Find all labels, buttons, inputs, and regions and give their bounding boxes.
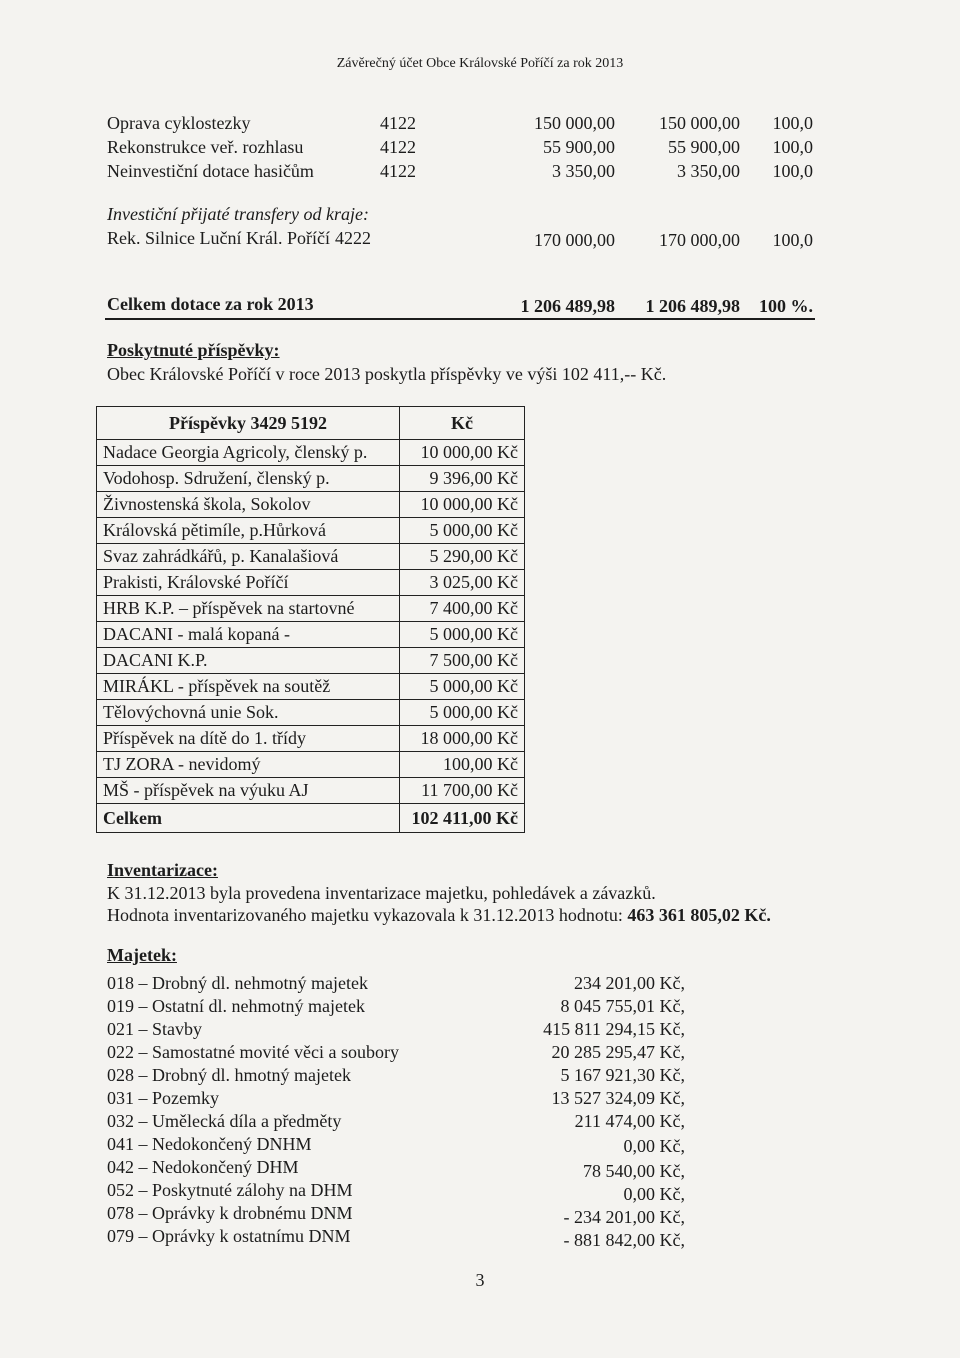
row-value: 10 000,00 Kč <box>400 492 525 518</box>
total-dotace-pct: 100 %. <box>759 296 813 316</box>
dotace-row-a-0: 150 000,00 <box>534 113 615 133</box>
dotace-row-name-0: Oprava cyklostezky <box>107 113 251 133</box>
table-row <box>97 440 525 466</box>
majetek-item-value: 0,00 Kč, <box>623 1136 685 1156</box>
dotace-row-b-2: 3 350,00 <box>677 161 740 181</box>
majetek-heading: Majetek: <box>107 945 177 965</box>
majetek-item-name: 079 – Oprávky k ostatnímu DNM <box>107 1226 351 1246</box>
page-number: 3 <box>475 1270 485 1290</box>
majetek-item-value: 78 540,00 Kč, <box>583 1161 685 1181</box>
table-row <box>97 466 525 492</box>
row-value: 5 290,00 Kč <box>400 544 525 570</box>
dotace-row-code-0: 4122 <box>380 113 416 133</box>
majetek-item-value: - 881 842,00 Kč, <box>563 1230 685 1250</box>
total-dotace-b: 1 206 489,98 <box>645 296 740 316</box>
table-header-row <box>97 407 525 440</box>
row-value: 9 396,00 Kč <box>400 466 525 492</box>
total-dotace-label: Celkem dotace za rok 2013 <box>107 294 314 314</box>
row-value: 100,00 Kč <box>400 752 525 778</box>
dotace-row-name-1: Rekonstrukce veř. rozhlasu <box>107 137 304 157</box>
majetek-item-name: 019 – Ostatní dl. nehmotný majetek <box>107 996 365 1016</box>
majetek-item-name: 032 – Umělecká díla a předměty <box>107 1111 342 1131</box>
dotace-row-b-0: 150 000,00 <box>659 113 740 133</box>
inventarizace-line1: K 31.12.2013 byla provedena inventarizace majetku, pohledávek a závazků. <box>107 883 656 903</box>
majetek-item-value: 0,00 Kč, <box>623 1184 685 1204</box>
row-name: DACANI K.P. <box>97 648 400 674</box>
dotace-row-pct-1: 100,0 <box>772 137 813 157</box>
majetek-item-value: 211 474,00 Kč, <box>574 1111 685 1131</box>
majetek-item-value: 13 527 324,09 Kč, <box>551 1088 685 1108</box>
majetek-item-name: 018 – Drobný dl. nehmotný majetek <box>107 973 368 993</box>
row-name: Nadace Georgia Agricoly, členský p. <box>97 440 400 466</box>
row-value: 3 025,00 Kč <box>400 570 525 596</box>
table-row <box>97 700 525 726</box>
table-row <box>97 518 525 544</box>
table-row <box>97 492 525 518</box>
total-dotace-a: 1 206 489,98 <box>520 296 615 316</box>
table-row <box>97 648 525 674</box>
majetek-item-value: 5 167 921,30 Kč, <box>560 1065 685 1085</box>
prispevky-table <box>96 406 525 833</box>
row-name: DACANI - malá kopaná - <box>97 622 400 648</box>
table-row <box>97 674 525 700</box>
row-value: 18 000,00 Kč <box>400 726 525 752</box>
row-name: Tělovýchovná unie Sok. <box>97 700 400 726</box>
inventarizace-line2-text: Hodnota inventarizovaného majetku vykazovala k 31.12.2013 hodnotu: <box>107 905 623 925</box>
table-row <box>97 596 525 622</box>
majetek-item-value: 20 285 295,47 Kč, <box>551 1042 685 1062</box>
table-row <box>97 544 525 570</box>
investicni-heading: Investiční přijaté transfery od kraje: <box>107 204 369 224</box>
dotace-row-code-1: 4122 <box>380 137 416 157</box>
row-name: Královská pětimíle, p.Hůrková <box>97 518 400 544</box>
investicni-row-name: Rek. Silnice Luční Král. Poříčí <box>107 228 330 248</box>
table-row <box>97 778 525 804</box>
row-name: Svaz zahrádkářů, p. Kanalašiová <box>97 544 400 570</box>
row-name: Příspěvek na dítě do 1. třídy <box>97 726 400 752</box>
inventarizace-line2 <box>107 905 771 926</box>
row-name: Živnostenská škola, Sokolov <box>97 492 400 518</box>
majetek-item-name: 042 – Nedokončený DHM <box>107 1157 299 1177</box>
table-row <box>97 726 525 752</box>
dotace-row-a-2: 3 350,00 <box>552 161 615 181</box>
table-row <box>97 752 525 778</box>
total-value: 102 411,00 Kč <box>400 804 525 833</box>
dotace-row-pct-2: 100,0 <box>772 161 813 181</box>
dotace-row-name-2: Neinvestiční dotace hasičům <box>107 161 314 181</box>
majetek-item-value: 415 811 294,15 Kč, <box>543 1019 685 1039</box>
majetek-item-name: 028 – Drobný dl. hmotný majetek <box>107 1065 351 1085</box>
table-row <box>97 570 525 596</box>
majetek-item-name: 031 – Pozemky <box>107 1088 219 1108</box>
majetek-item-name: 052 – Poskytnuté zálohy na DHM <box>107 1180 353 1200</box>
investicni-row-code: 4222 <box>335 228 371 248</box>
dotace-row-b-1: 55 900,00 <box>668 137 740 157</box>
row-value: 5 000,00 Kč <box>400 700 525 726</box>
investicni-row-a: 170 000,00 <box>534 230 615 250</box>
row-value: 5 000,00 Kč <box>400 674 525 700</box>
majetek-item-value: 234 201,00 Kč, <box>574 973 685 993</box>
total-underline <box>105 318 815 320</box>
row-name: TJ ZORA - nevidomý <box>97 752 400 778</box>
row-name: Vodohosp. Sdružení, členský p. <box>97 466 400 492</box>
inventarizace-heading: Inventarizace: <box>107 860 218 880</box>
majetek-item-value: 8 045 755,01 Kč, <box>560 996 685 1016</box>
majetek-item-name: 021 – Stavby <box>107 1019 203 1039</box>
table-total-row <box>97 804 525 833</box>
majetek-item-name: 022 – Samostatné movité věci a soubory <box>107 1042 399 1062</box>
majetek-item-name: 078 – Oprávky k drobnému DNM <box>107 1203 353 1223</box>
majetek-item-value: - 234 201,00 Kč, <box>563 1207 685 1227</box>
investicni-row-b: 170 000,00 <box>659 230 740 250</box>
row-value: 11 700,00 Kč <box>400 778 525 804</box>
prispevky-heading: Poskytnuté příspěvky: <box>107 340 280 360</box>
total-label: Celkem <box>97 804 400 833</box>
row-value: 5 000,00 Kč <box>400 622 525 648</box>
row-name: MŠ - příspěvek na výuku AJ <box>97 778 400 804</box>
col-header-prispevky: Příspěvky 3429 5192 <box>97 407 400 440</box>
investicni-row-pct: 100,0 <box>772 230 813 250</box>
dotace-row-pct-0: 100,0 <box>772 113 813 133</box>
table-row <box>97 622 525 648</box>
dotace-row-code-2: 4122 <box>380 161 416 181</box>
dotace-row-a-1: 55 900,00 <box>543 137 615 157</box>
page-header: Závěrečný účet Obce Královské Poříčí za rok 2013 <box>336 56 624 71</box>
col-header-kc: Kč <box>400 407 525 440</box>
majetek-item-name: 041 – Nedokončený DNHM <box>107 1134 312 1154</box>
row-value: 10 000,00 Kč <box>400 440 525 466</box>
row-name: HRB K.P. – příspěvek na startovné <box>97 596 400 622</box>
row-value: 7 500,00 Kč <box>400 648 525 674</box>
prispevky-text: Obec Královské Poříčí v roce 2013 poskytla příspěvky ve výši 102 411,-- Kč. <box>107 364 667 384</box>
row-value: 5 000,00 Kč <box>400 518 525 544</box>
row-name: MIRÁKL - příspěvek na soutěž <box>97 674 400 700</box>
inventarizace-line2-value: 463 361 805,02 Kč. <box>627 905 771 925</box>
row-name: Prakisti, Královské Poříčí <box>97 570 400 596</box>
row-value: 7 400,00 Kč <box>400 596 525 622</box>
